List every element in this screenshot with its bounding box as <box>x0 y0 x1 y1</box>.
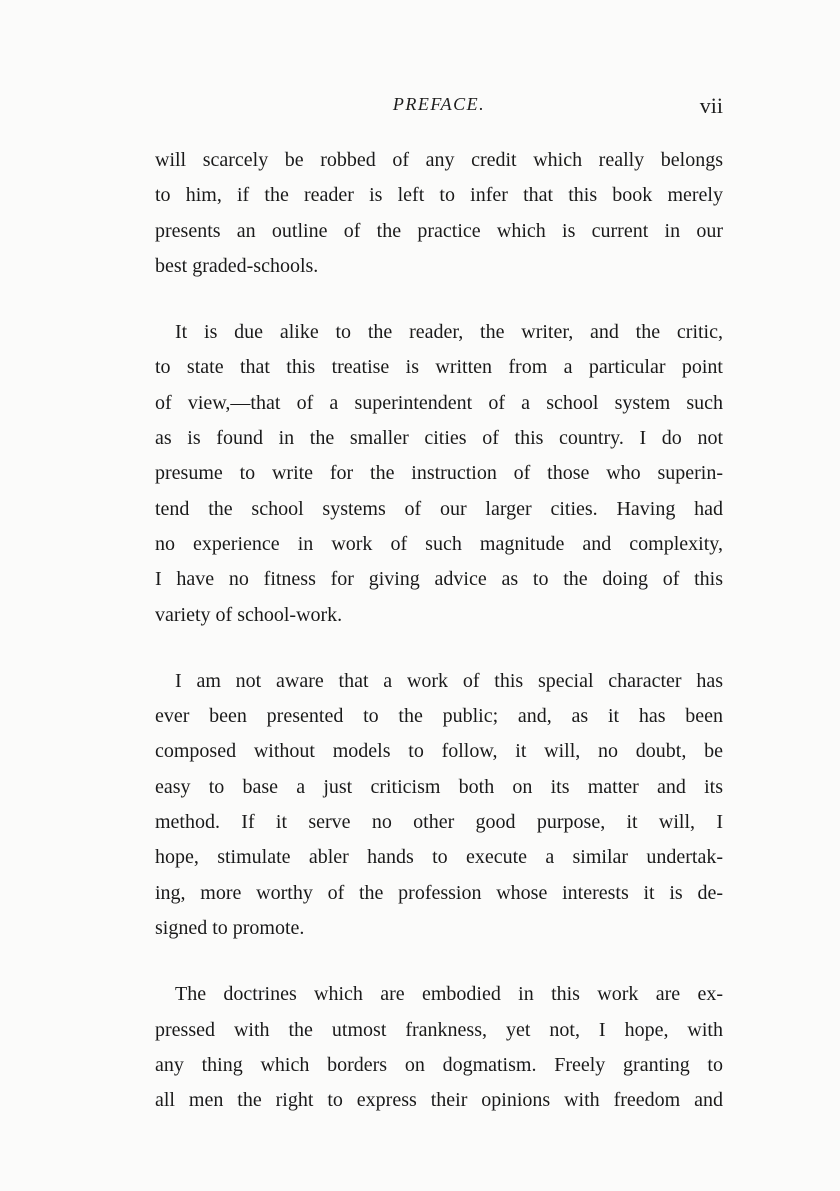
text-line: method. If it serve no other good purpose, it will, I <box>155 811 723 834</box>
text-line: of view,—that of a superintendent of a school system such <box>155 391 723 414</box>
text-line: composed without models to follow, it will, no doubt, be <box>155 740 723 763</box>
body-text <box>155 143 723 1118</box>
text-line: best graded-schools. <box>155 254 319 277</box>
text-line: ever been presented to the public; and, as it has been <box>155 705 723 728</box>
paragraph-2 <box>155 315 723 633</box>
page-number: vii <box>699 93 723 118</box>
text-line: presume to write for the instruction of those who superin- <box>155 462 723 485</box>
text-line: The doctrines which are embodied in this work are ex- <box>175 983 723 1006</box>
text-line: tend the school systems of our larger cities. Having had <box>155 497 723 520</box>
text-line: all men the right to express their opinions with freedom and <box>155 1089 723 1112</box>
text-line: ing, more worthy of the profession whose interests it is de- <box>155 881 723 904</box>
text-line: as is found in the smaller cities of this country. I do not <box>155 427 723 450</box>
text-line: I have no fitness for giving advice as to the doing of this <box>155 568 723 591</box>
text-line: to him, if the reader is left to infer that this book merely <box>155 184 723 207</box>
text-line: I am not aware that a work of this special character has <box>175 669 723 692</box>
text-line: any thing which borders on dogmatism. Freely granting to <box>155 1053 723 1076</box>
running-title: PREFACE. <box>392 94 486 114</box>
text-line: signed to promote. <box>155 916 305 939</box>
paragraph-4 <box>155 977 723 1118</box>
paragraph-1 <box>155 143 723 284</box>
text-line: will scarcely be robbed of any credit which really belongs <box>155 149 723 171</box>
text-line: presents an outline of the practice which is current in our <box>155 219 723 242</box>
paragraph-3 <box>155 664 723 946</box>
running-header <box>155 94 723 124</box>
text-line: It is due alike to the reader, the writer, and the critic, <box>175 321 723 344</box>
text-line: variety of school-work. <box>155 603 343 626</box>
text-line: easy to base a just criticism both on its matter and its <box>155 775 723 798</box>
text-line: no experience in work of such magnitude and complexity, <box>155 532 723 555</box>
text-line: hope, stimulate abler hands to execute a similar undertak- <box>155 846 723 869</box>
text-line: to state that this treatise is written from a particular point <box>155 356 723 379</box>
text-line: pressed with the utmost frankness, yet not, I hope, with <box>155 1018 723 1041</box>
